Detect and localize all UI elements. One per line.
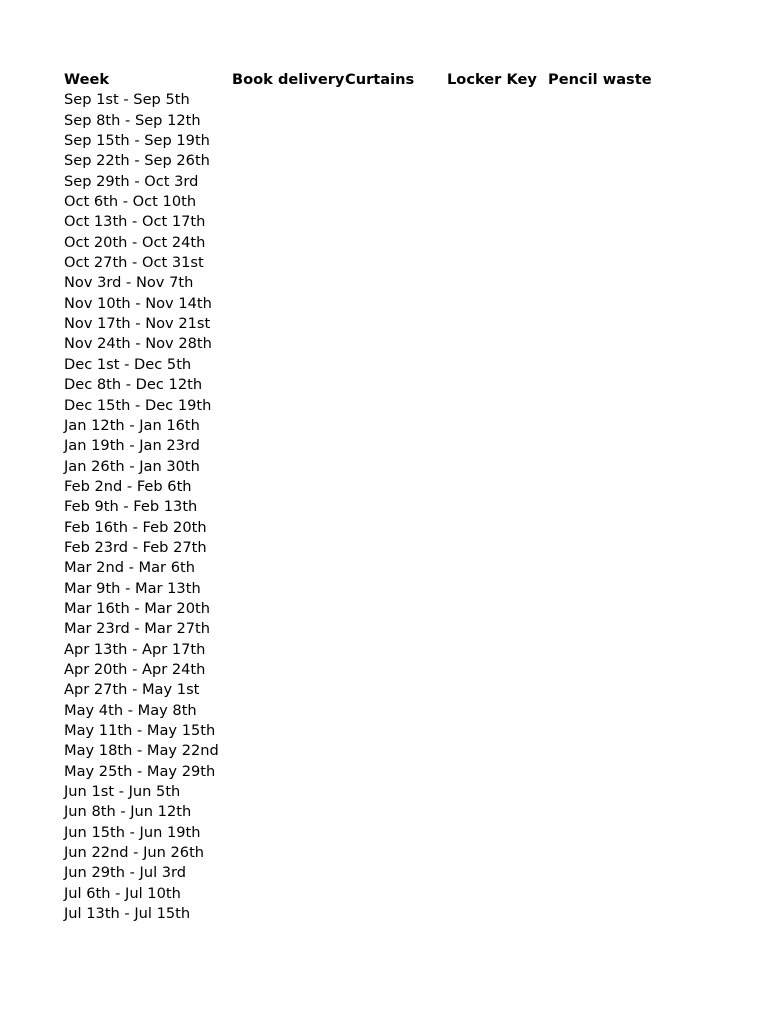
week-cell: Jun 22nd - Jun 26th xyxy=(64,844,205,862)
week-cell: Dec 8th - Dec 12th xyxy=(64,376,203,394)
week-cell: Jun 15th - Jun 19th xyxy=(64,823,201,841)
week-cell: Feb 9th - Feb 13th xyxy=(64,498,198,516)
week-cell: Dec 1st - Dec 5th xyxy=(64,355,192,373)
week-cell: Oct 27th - Oct 31st xyxy=(64,254,204,272)
week-cell: Mar 16th - Mar 20th xyxy=(64,599,210,617)
week-cell: Sep 22th - Sep 26th xyxy=(64,152,210,170)
header-week: Week xyxy=(64,71,110,88)
header-book-delivery: Book delivery xyxy=(232,71,345,88)
week-cell: May 25th - May 29th xyxy=(64,762,216,780)
week-cell: Jan 19th - Jan 23rd xyxy=(64,437,200,455)
week-cell: Sep 1st - Sep 5th xyxy=(64,91,190,109)
header-curtains: Curtains xyxy=(345,71,415,88)
week-cell: Nov 10th - Nov 14th xyxy=(64,294,212,312)
week-cell: Sep 8th - Sep 12th xyxy=(64,111,201,129)
week-cell: Nov 17th - Nov 21st xyxy=(64,315,211,333)
week-cell: Jan 12th - Jan 16th xyxy=(64,416,200,434)
week-cell: Mar 9th - Mar 13th xyxy=(64,579,201,597)
week-cell: Feb 2nd - Feb 6th xyxy=(64,477,192,495)
header-locker-key: Locker Key xyxy=(447,71,537,88)
week-cell: May 18th - May 22nd xyxy=(64,742,219,760)
week-cell: Sep 29th - Oct 3rd xyxy=(64,172,199,190)
week-cell: Jun 8th - Jun 12th xyxy=(64,803,192,821)
week-cell: Oct 6th - Oct 10th xyxy=(64,193,197,211)
week-cell: Apr 13th - Apr 17th xyxy=(64,640,206,658)
week-cell: Nov 3rd - Nov 7th xyxy=(64,274,194,292)
week-cell: Oct 13th - Oct 17th xyxy=(64,213,206,231)
week-cell: Jul 13th - Jul 15th xyxy=(64,905,191,923)
week-cell: Jan 26th - Jan 30th xyxy=(64,457,200,475)
week-cell: Feb 16th - Feb 20th xyxy=(64,518,207,536)
week-cell: Sep 15th - Sep 19th xyxy=(64,132,210,150)
week-cell: Jul 6th - Jul 10th xyxy=(64,884,181,902)
week-cell: Jun 29th - Jul 3rd xyxy=(64,864,187,882)
week-cell: Mar 23rd - Mar 27th xyxy=(64,620,211,638)
week-cell: Jun 1st - Jun 5th xyxy=(64,783,181,801)
week-cell: May 4th - May 8th xyxy=(64,701,197,719)
week-cell: Apr 20th - Apr 24th xyxy=(64,660,206,678)
week-cell: Feb 23rd - Feb 27th xyxy=(64,538,207,556)
week-cell: Mar 2nd - Mar 6th xyxy=(64,559,195,577)
week-cell: Nov 24th - Nov 28th xyxy=(64,335,212,353)
week-cell: Oct 20th - Oct 24th xyxy=(64,233,206,251)
week-cell: Dec 15th - Dec 19th xyxy=(64,396,212,414)
header-pencil-waste: Pencil waste xyxy=(548,71,652,88)
week-cell: Apr 27th - May 1st xyxy=(64,681,200,699)
week-cell: May 11th - May 15th xyxy=(64,722,216,739)
